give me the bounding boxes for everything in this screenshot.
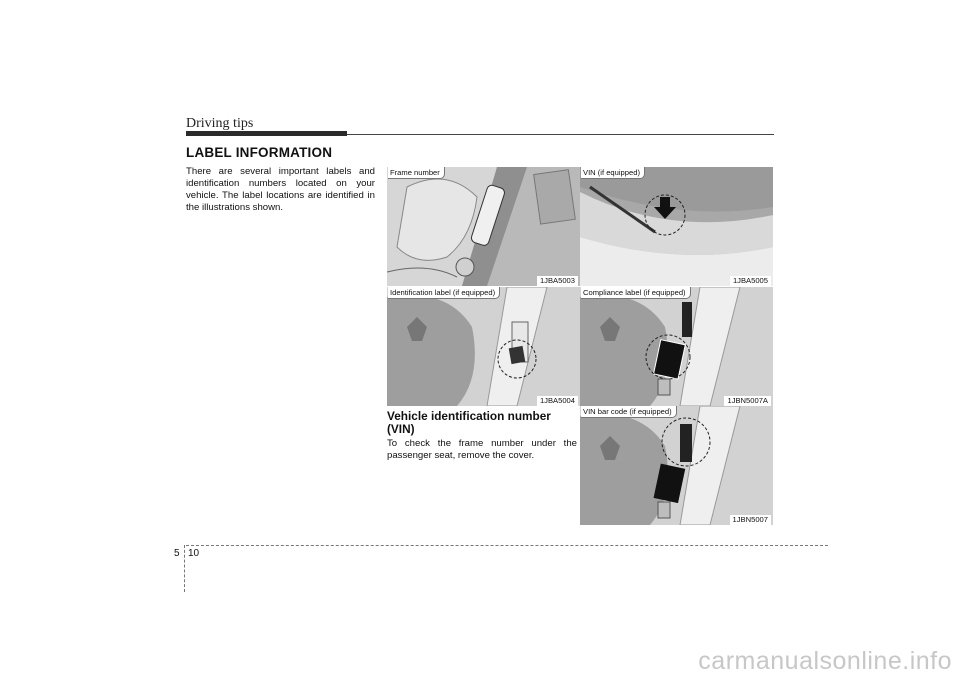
chapter-number: 5: [174, 548, 180, 559]
footer-rule: [186, 545, 828, 546]
figure-caption: Identification label (if equipped): [388, 287, 500, 299]
section-title: LABEL INFORMATION: [186, 145, 333, 160]
header-rule: [347, 134, 774, 135]
watermark: carmanualsonline.info: [698, 647, 952, 675]
vin-bar-code-illustration: [580, 406, 773, 525]
figure-identification-label: [387, 287, 580, 406]
identification-label-illustration: [387, 287, 580, 406]
figure-code: 1JBA5003: [537, 276, 578, 286]
page-number: 10: [188, 548, 200, 559]
vin-heading: Vehicle identification number (VIN): [387, 409, 551, 436]
figure-caption: Compliance label (if equipped): [581, 287, 691, 299]
figure-compliance-label: [580, 287, 773, 406]
figure-frame-number: [387, 167, 580, 286]
frame-number-illustration: [387, 167, 580, 286]
figure-caption: Frame number: [388, 167, 445, 179]
footer-divider: [184, 545, 185, 592]
header-title: Driving tips: [186, 116, 254, 131]
figure-code: 1JBN5007: [730, 515, 771, 525]
figure-vin: [580, 167, 773, 286]
header-bar: [186, 131, 347, 136]
figure-caption: VIN (if equipped): [581, 167, 645, 179]
intro-paragraph: There are several important labels and identification numbers located on your vehicle. The label locations are identified in the illustrations shown.: [186, 166, 375, 213]
vin-illustration: [580, 167, 773, 286]
figure-code: 1JBN5007A: [724, 396, 771, 406]
figure-caption: VIN bar code (if equipped): [581, 406, 677, 418]
figure-code: 1JBA5004: [537, 396, 578, 406]
vin-paragraph: To check the frame number under the passenger seat, remove the cover.: [387, 438, 577, 461]
figure-vin-bar-code: [580, 406, 773, 525]
compliance-label-illustration: [580, 287, 773, 406]
figure-code: 1JBA5005: [730, 276, 771, 286]
